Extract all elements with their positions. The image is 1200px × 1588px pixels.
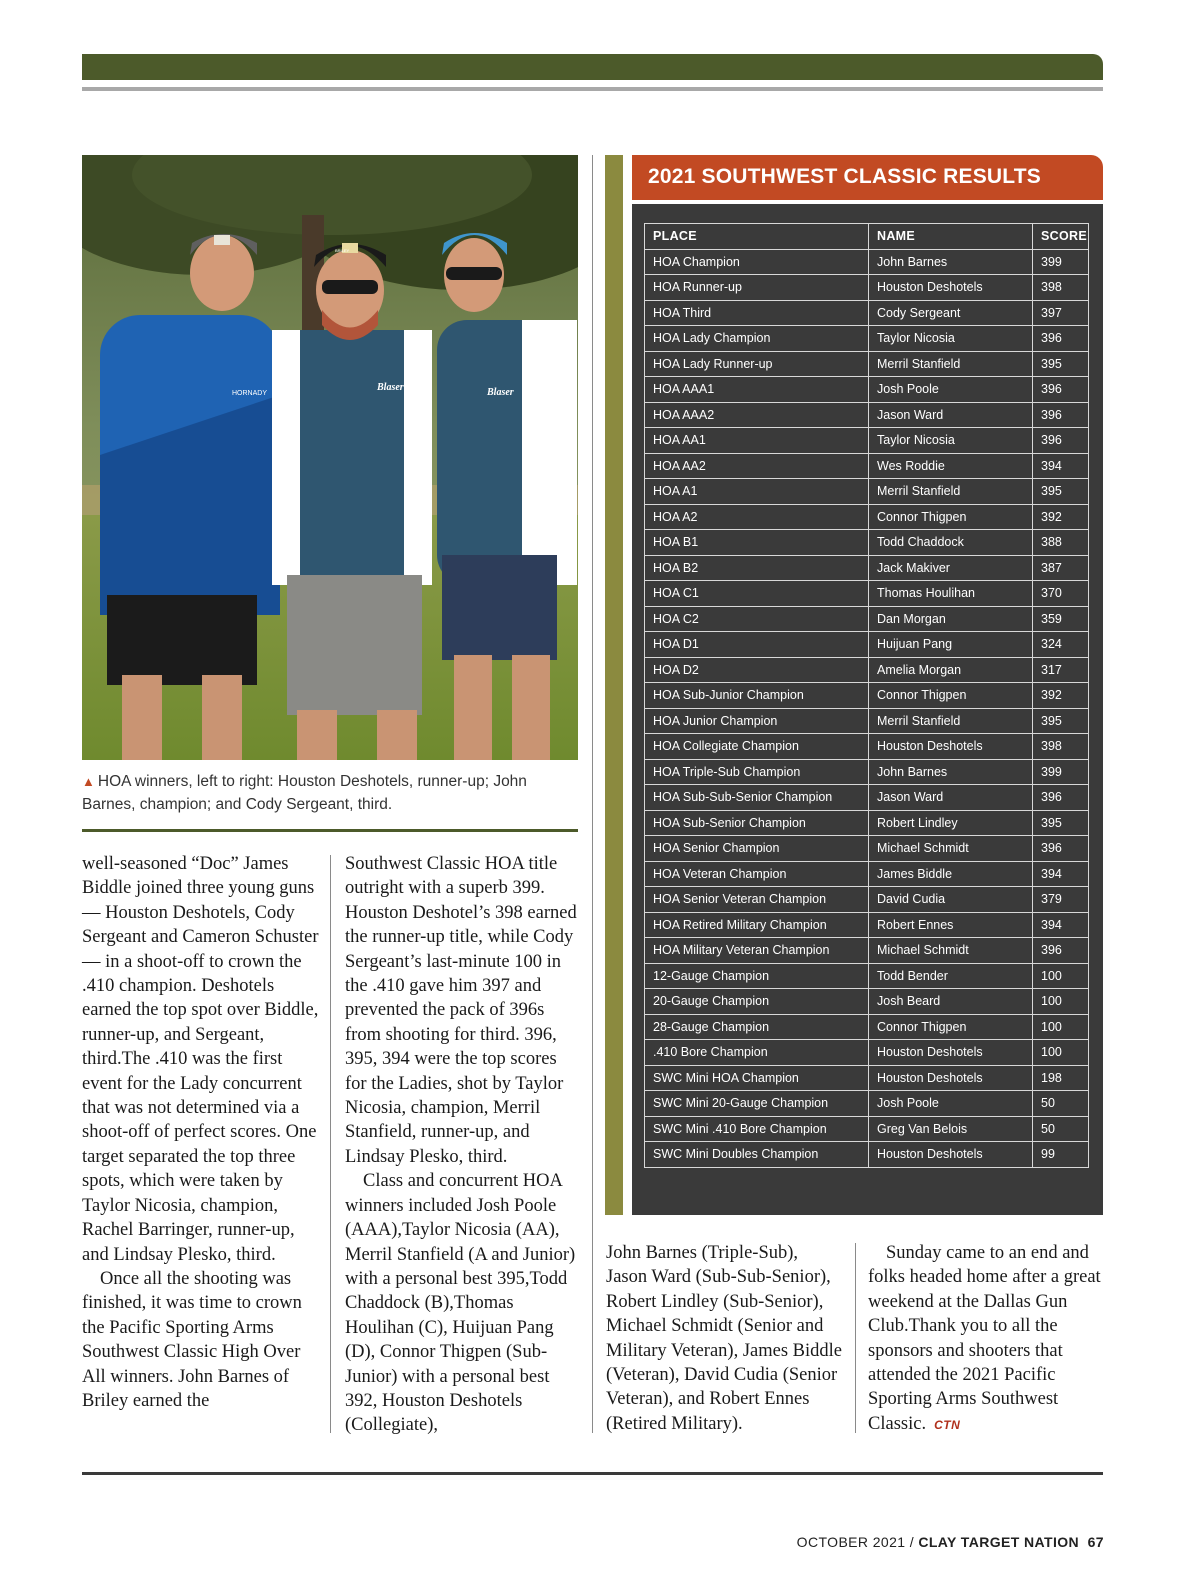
cell-place: HOA Retired Military Champion [645,912,869,938]
cell-name: Houston Deshotels [869,1040,1033,1066]
cell-score: 396 [1033,326,1089,352]
cell-place: HOA Triple-Sub Champion [645,759,869,785]
table-row [645,861,1089,887]
table-row [645,581,1089,607]
col2-paragraph-1: Southwest Classic HOA title outright with a superb 399. Houston Deshotel’s 398 earned the runner-up title, while Cody Sergeant’s last-minute 100 in the .410 gave him 397 and prevented the pack of 396s from shooting for third. 396, 395, 394 were the top scores for the Ladies, shot by Taylor Nicosia, champion, Merril Stanfield, runner-up, and Lindsay Plesko, third. [345,854,577,1167]
table-row [645,275,1089,301]
col1-paragraph-1: well-seasoned “Doc” James Biddle joined three young guns — Houston Deshotels, Cody Sergeant and Cameron Schuster — in a shoot-off to crown the .410 champion. Deshotels earned the top spot over Biddle, runner-up, and Sergeant, third.The .410 was the first event for the Lady concurrent that was not determined via a shoot-off of perfect scores. One target separated the top three spots, which were taken by Taylor Nicosia, champion, Rachel Barringer, runner-up, and Lindsay Plesko, third. [82,854,319,1265]
cell-place: HOA Military Veteran Champion [645,938,869,964]
table-row [645,759,1089,785]
cell-place: HOA A2 [645,504,869,530]
footer-rule [82,1472,1103,1475]
table-row [645,632,1089,658]
cell-name: Connor Thigpen [869,504,1033,530]
cell-score: 324 [1033,632,1089,658]
header-rule [82,87,1103,91]
column-divider-3 [855,1243,856,1433]
results-side-bar [605,155,623,1215]
cell-name: Todd Bender [869,963,1033,989]
cell-name: Michael Schmidt [869,836,1033,862]
cell-place: HOA AA2 [645,453,869,479]
cell-place: HOA Junior Champion [645,708,869,734]
cell-place: HOA C2 [645,606,869,632]
shirt-text-blaser-right: Blaser [487,387,514,398]
cap-text-briley: BRILEY [335,248,350,253]
article-column-2 [345,852,581,1438]
table-row [645,963,1089,989]
cell-place: HOA Lady Runner-up [645,351,869,377]
results-header [632,155,1103,200]
cell-score: 100 [1033,989,1089,1015]
cell-score: 395 [1033,810,1089,836]
table-row [645,326,1089,352]
cell-name: Houston Deshotels [869,275,1033,301]
table-row [645,810,1089,836]
cell-place: HOA Champion [645,249,869,275]
cell-name: Michael Schmidt [869,938,1033,964]
cell-name: Taylor Nicosia [869,428,1033,454]
cell-place: 12-Gauge Champion [645,963,869,989]
cell-place: HOA Sub-Sub-Senior Champion [645,785,869,811]
table-row [645,1091,1089,1117]
cell-name: Josh Poole [869,1091,1033,1117]
table-row [645,555,1089,581]
photo-caption [82,770,578,816]
cell-name: Jason Ward [869,402,1033,428]
cell-score: 100 [1033,963,1089,989]
table-row [645,989,1089,1015]
cell-name: Robert Lindley [869,810,1033,836]
cell-name: Connor Thigpen [869,683,1033,709]
cell-place: HOA Senior Veteran Champion [645,887,869,913]
cell-name: Houston Deshotels [869,1142,1033,1168]
cell-score: 198 [1033,1065,1089,1091]
cell-score: 399 [1033,249,1089,275]
table-row [645,1065,1089,1091]
cell-place: HOA Lady Champion [645,326,869,352]
table-row [645,428,1089,454]
cell-place: HOA Senior Champion [645,836,869,862]
cell-place: HOA AAA2 [645,402,869,428]
cell-score: 396 [1033,938,1089,964]
cell-score: 392 [1033,504,1089,530]
col3-paragraph-1: John Barnes (Triple-Sub), Jason Ward (Sub-Sub-Senior), Robert Lindley (Sub-Senior), Michael Schmidt (Senior and Military Veteran), James Biddle (Veteran), David Cudia (Senior Veteran), and Robert Ennes (Retired Military). [606,1243,842,1434]
cell-place: HOA Veteran Champion [645,861,869,887]
table-row [645,912,1089,938]
col4-paragraph-1: Sunday came to an end and folks headed home after a great weekend at the Dallas Gun Club.Thank you to all the sponsors and shooters that attended the 2021 Pacific Sporting Arms Southwest Classic. CTN [868,1243,1101,1434]
footer-date: OCTOBER 2021 / [796,1534,919,1550]
ctn-end-mark: CTN [934,1417,961,1432]
cell-name: Houston Deshotels [869,1065,1033,1091]
cell-place: 20-Gauge Champion [645,989,869,1015]
header-name: NAME [869,224,1033,250]
cell-place: 28-Gauge Champion [645,1014,869,1040]
shirt-text-hornady: HORNADY [232,390,268,397]
table-row [645,1040,1089,1066]
cell-score: 396 [1033,402,1089,428]
cell-name: David Cudia [869,887,1033,913]
table-row [645,657,1089,683]
cell-place: HOA Collegiate Champion [645,734,869,760]
cell-score: 392 [1033,683,1089,709]
cell-name: Josh Poole [869,377,1033,403]
page-footer [797,1534,1104,1550]
table-row [645,300,1089,326]
results-body [645,249,1089,1167]
cell-score: 379 [1033,887,1089,913]
table-row [645,504,1089,530]
page-number: 67 [1087,1534,1104,1550]
cell-name: Cody Sergeant [869,300,1033,326]
cell-name: Dan Morgan [869,606,1033,632]
shirt-text-blaser-mid: Blaser [377,382,404,393]
table-row [645,402,1089,428]
header-place: PLACE [645,224,869,250]
cell-name: Merril Stanfield [869,479,1033,505]
cell-name: Amelia Morgan [869,657,1033,683]
cell-name: Greg Van Belois [869,1116,1033,1142]
table-row [645,606,1089,632]
cell-name: Houston Deshotels [869,734,1033,760]
cell-score: 99 [1033,1142,1089,1168]
cell-score: 399 [1033,759,1089,785]
table-row [645,1116,1089,1142]
footer-magazine: CLAY TARGET NATION [918,1534,1080,1550]
cell-name: Merril Stanfield [869,708,1033,734]
cell-name: Taylor Nicosia [869,326,1033,352]
cell-score: 398 [1033,275,1089,301]
results-panel [632,204,1103,1215]
cell-score: 398 [1033,734,1089,760]
table-row [645,683,1089,709]
table-row [645,836,1089,862]
cell-place: HOA A1 [645,479,869,505]
winners-photo [82,155,578,760]
cell-place: SWC Mini HOA Champion [645,1065,869,1091]
cell-name: Huijuan Pang [869,632,1033,658]
table-row [645,453,1089,479]
cell-name: Connor Thigpen [869,1014,1033,1040]
cell-name: James Biddle [869,861,1033,887]
cell-place: HOA B2 [645,555,869,581]
cell-score: 50 [1033,1091,1089,1117]
cell-place: HOA Sub-Senior Champion [645,810,869,836]
table-row [645,479,1089,505]
cell-name: Wes Roddie [869,453,1033,479]
cell-place: HOA Sub-Junior Champion [645,683,869,709]
cell-name: Josh Beard [869,989,1033,1015]
cell-place: HOA D1 [645,632,869,658]
cell-name: Thomas Houlihan [869,581,1033,607]
cell-score: 100 [1033,1014,1089,1040]
caption-rule [82,829,578,832]
cell-score: 396 [1033,836,1089,862]
cell-name: John Barnes [869,759,1033,785]
table-row [645,351,1089,377]
table-row [645,530,1089,556]
cell-score: 100 [1033,1040,1089,1066]
col1-paragraph-2: Once all the shooting was finished, it was time to crown the Pacific Sporting Arms Southwest Classic High Over All winners. John Barnes of Briley earned the [82,1268,302,1411]
col2-paragraph-2: Class and concurrent HOA winners included Josh Poole (AAA),Taylor Nicosia (AA), Merril Stanfield (A and Junior) with a personal best 395,Todd Chaddock (B),Thomas Houlihan (C), Huijuan Pang (D), Connor Thigpen (Sub-Junior) with a personal best 392, Houston Deshotels (Collegiate), [345,1171,576,1436]
caption-triangle-icon: ▲ [82,774,95,789]
cell-name: Todd Chaddock [869,530,1033,556]
table-row [645,734,1089,760]
cell-score: 395 [1033,479,1089,505]
cell-name: Robert Ennes [869,912,1033,938]
table-row [645,938,1089,964]
cell-place: HOA Runner-up [645,275,869,301]
cell-score: 394 [1033,861,1089,887]
table-row [645,708,1089,734]
cell-score: 396 [1033,377,1089,403]
cell-score: 388 [1033,530,1089,556]
cell-score: 394 [1033,912,1089,938]
article-column-3 [606,1241,842,1436]
cell-place: HOA AAA1 [645,377,869,403]
cell-score: 387 [1033,555,1089,581]
cell-score: 396 [1033,428,1089,454]
cell-score: 395 [1033,351,1089,377]
results-table [644,223,1089,1168]
cell-score: 317 [1033,657,1089,683]
header-band [82,54,1103,80]
cell-name: John Barnes [869,249,1033,275]
table-row [645,887,1089,913]
column-divider-1 [330,855,331,1433]
header-score: SCORE [1033,224,1089,250]
table-row [645,1142,1089,1168]
cell-name: Jack Makiver [869,555,1033,581]
table-row [645,377,1089,403]
table-row [645,249,1089,275]
cell-place: HOA AA1 [645,428,869,454]
cell-score: 359 [1033,606,1089,632]
cell-score: 396 [1033,785,1089,811]
cell-place: SWC Mini .410 Bore Champion [645,1116,869,1142]
results-header-row [645,224,1089,250]
table-row [645,785,1089,811]
cell-name: Jason Ward [869,785,1033,811]
cell-place: HOA C1 [645,581,869,607]
cell-score: 395 [1033,708,1089,734]
cell-place: SWC Mini 20-Gauge Champion [645,1091,869,1117]
caption-text: HOA winners, left to right: Houston Deshotels, runner-up; John Barnes, champion; and Cody Sergeant, third. [82,773,527,813]
article-column-4 [868,1241,1104,1437]
cell-score: 397 [1033,300,1089,326]
cell-score: 370 [1033,581,1089,607]
cell-place: SWC Mini Doubles Champion [645,1142,869,1168]
table-row [645,1014,1089,1040]
cell-score: 394 [1033,453,1089,479]
cell-place: HOA D2 [645,657,869,683]
article-column-1 [82,852,320,1413]
cell-place: HOA Third [645,300,869,326]
results-title: 2021 SOUTHWEST CLASSIC RESULTS [648,165,1042,188]
cell-score: 50 [1033,1116,1089,1142]
cell-name: Merril Stanfield [869,351,1033,377]
cell-place: .410 Bore Champion [645,1040,869,1066]
cell-place: HOA B1 [645,530,869,556]
column-divider-2 [592,155,593,1433]
